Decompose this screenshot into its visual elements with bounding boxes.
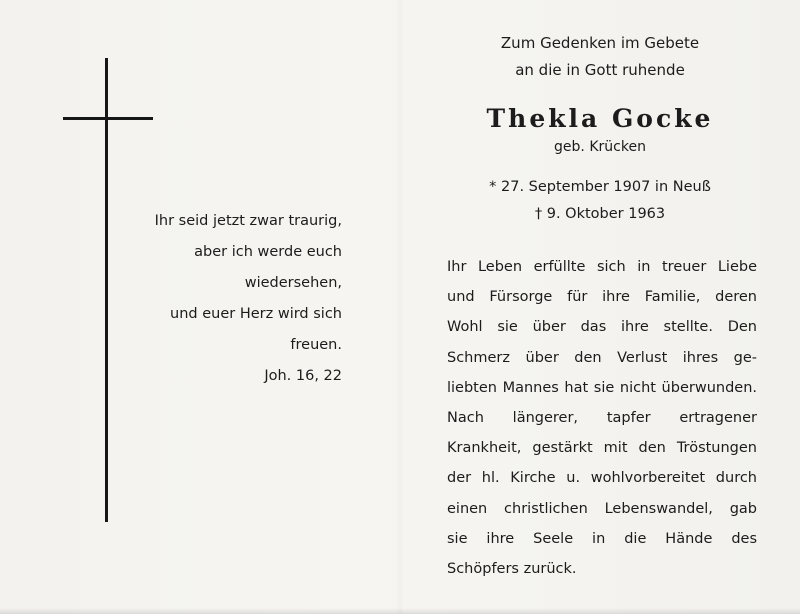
biography-line: der hl. Kirche u. wohlvorbereitet durch: [447, 470, 757, 487]
biography-line: Schöpfers zurück.: [447, 561, 577, 578]
verse-line: und euer Herz wird sich: [170, 306, 342, 322]
biography-line: Schmerz über den Verlust ihres ge-: [447, 349, 757, 366]
biography-line: einen christlichen Lebenswandel, gab: [447, 500, 757, 517]
cross-vertical-bar: [105, 58, 108, 522]
biography-line: sie ihre Seele in die Hände des: [447, 530, 757, 547]
card-fold: [396, 0, 404, 614]
intro-line: an die in Gott ruhende: [515, 61, 685, 79]
biography-line: liebten Mannes hat sie nicht überwunden.: [447, 379, 757, 396]
bible-verse: [120, 206, 342, 392]
maiden-name: geb. Krücken: [554, 139, 646, 155]
intro-line: Zum Gedenken im Gebete: [500, 34, 700, 52]
biography-line: Krankheit, gestärkt mit den Tröstungen: [447, 440, 757, 457]
biography-line: und Fürsorge für ihre Familie, deren: [447, 289, 757, 306]
biography-text: [447, 252, 757, 584]
life-dates: [445, 174, 755, 228]
verse-line: aber ich werde euch: [194, 244, 342, 260]
biography-line: Ihr Leben erfüllte sich in treuer Liebe: [447, 259, 757, 275]
birth-date: * 27. September 1907 in Neuß: [489, 179, 711, 195]
verse-line: freuen.: [290, 337, 342, 353]
deceased-name: Thekla Gocke: [486, 104, 714, 133]
biography-line: Nach längerer, tapfer ertragener: [447, 410, 757, 427]
verse-line: Ihr seid jetzt zwar traurig,: [154, 213, 342, 229]
verse-line: wiedersehen,: [244, 275, 342, 291]
cross-horizontal-bar: [63, 117, 153, 120]
verse-reference: Joh. 16, 22: [264, 368, 342, 384]
card-edge: [0, 608, 800, 614]
death-date: † 9. Oktober 1963: [534, 206, 666, 222]
memorial-intro: [445, 30, 755, 84]
biography-line: Wohl sie über das ihre stellte. Den: [447, 319, 757, 336]
